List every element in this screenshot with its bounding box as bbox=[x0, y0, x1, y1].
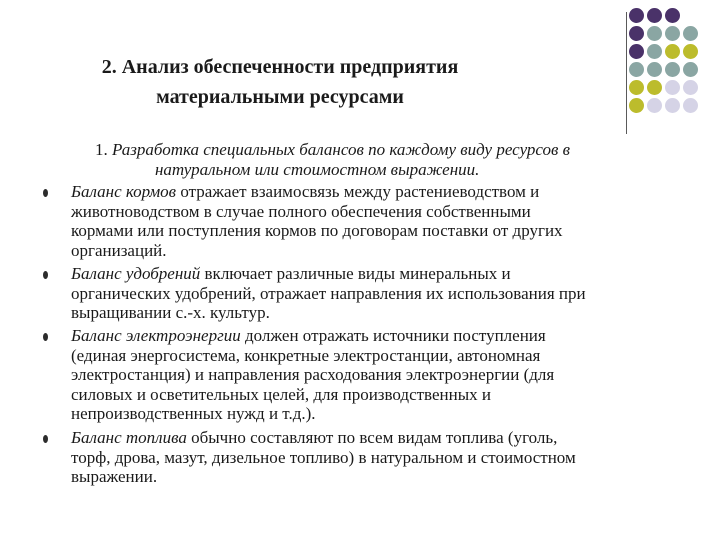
bullet-term: Баланс кормов bbox=[71, 182, 177, 201]
bullet-text: органических удобрений, отражает направления их использования при bbox=[71, 283, 586, 303]
bullet-text: выращивании с.-х. культур. bbox=[71, 303, 270, 322]
bullet-line bbox=[71, 326, 681, 346]
bullet-icon bbox=[43, 189, 48, 197]
intro-text-line-2: натуральном или стоимостном выражении. bbox=[155, 159, 480, 179]
bullet-line bbox=[71, 365, 681, 385]
bullet-term: Баланс топлива bbox=[71, 428, 187, 447]
bullet-line bbox=[71, 346, 681, 366]
intro-number: 1. bbox=[95, 140, 108, 159]
bullet-term: Баланс удобрений bbox=[71, 264, 201, 283]
title-line-1: 2. Анализ обеспеченности предприятия bbox=[101, 56, 459, 78]
bullet-line bbox=[71, 284, 681, 304]
intro-paragraph bbox=[95, 140, 655, 179]
bullet-line bbox=[71, 404, 681, 424]
bullet-text: (единая энергосистема, конкретные электростанции, автономная bbox=[71, 345, 541, 365]
bullet-line bbox=[71, 303, 681, 323]
bullet-text: обычно составляют по всем видам топлива (уголь, bbox=[186, 428, 558, 447]
bullet-item bbox=[71, 428, 681, 487]
bullet-line bbox=[71, 385, 681, 405]
bullet-text: торф, дрова, мазут, дизельное топливо) в натуральном и стоимостном bbox=[71, 447, 576, 467]
bullet-item bbox=[71, 264, 681, 323]
bullet-text: отражает взаимосвязь между растениеводством и bbox=[176, 182, 540, 201]
bullet-line bbox=[71, 467, 681, 487]
bullet-icon bbox=[43, 333, 48, 341]
intro-text-line-1: Разработка специальных балансов по каждому виду ресурсов в bbox=[112, 140, 571, 159]
bullet-text: должен отражать источники поступления bbox=[240, 326, 546, 345]
bullet-text: выражении. bbox=[71, 467, 158, 486]
bullet-term: Баланс электроэнергии bbox=[71, 326, 241, 345]
bullet-text: силовых и осветительных целей, для производственных и bbox=[71, 384, 491, 404]
bullet-item bbox=[71, 182, 681, 260]
bullet-line bbox=[71, 202, 681, 222]
bullet-item bbox=[71, 326, 681, 424]
bullet-icon bbox=[43, 435, 48, 443]
bullet-text: кормами или поступления кормов по договорам поставки от других bbox=[71, 221, 563, 240]
bullet-text: непроизводственных нужд и т.д.). bbox=[71, 404, 316, 423]
bullet-text: электростанция) и направления расходования электроэнергии (для bbox=[71, 365, 555, 384]
bullet-text: включает различные виды минеральных и bbox=[200, 264, 511, 283]
bullet-text: животноводством в случае полного обеспечения собственными bbox=[71, 201, 531, 221]
bullet-line bbox=[71, 182, 681, 202]
bullet-line bbox=[71, 221, 681, 241]
bullet-line bbox=[71, 264, 681, 284]
title-line-2: материальными ресурсами bbox=[156, 86, 404, 108]
bullet-text: организаций. bbox=[71, 240, 167, 260]
bullet-line bbox=[71, 448, 681, 468]
bullet-line bbox=[71, 428, 681, 448]
bullet-line bbox=[71, 241, 681, 261]
bullet-icon bbox=[43, 271, 48, 279]
